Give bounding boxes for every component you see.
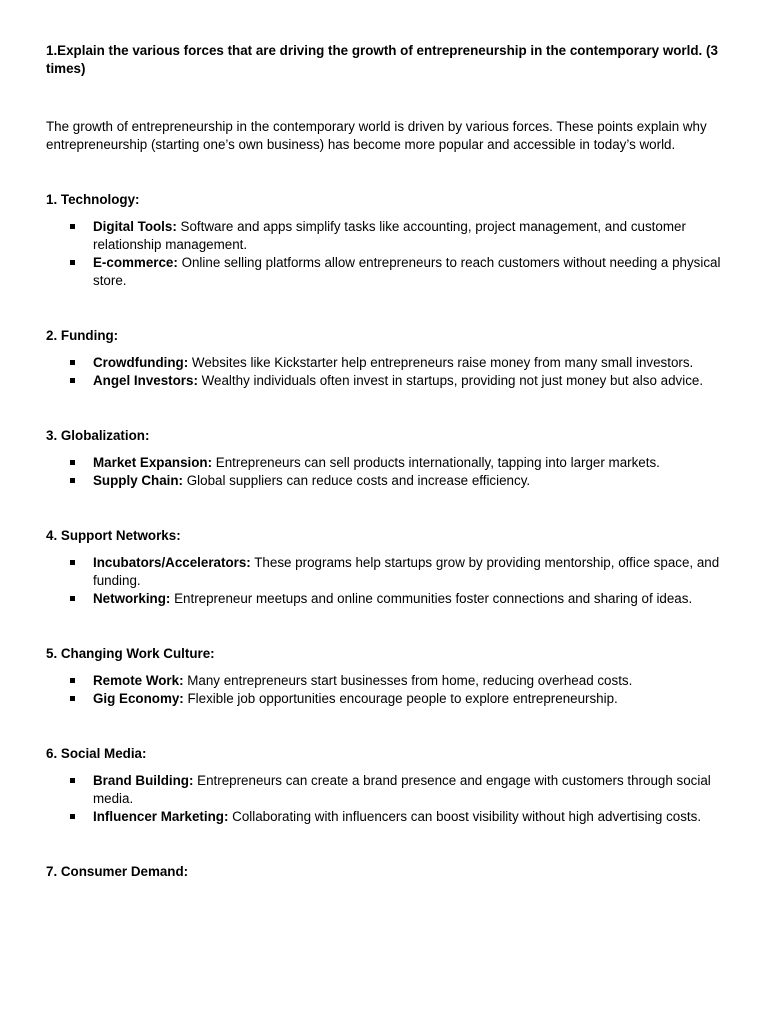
list-item [46, 554, 726, 590]
sections-container [46, 191, 726, 881]
point-text: Wealthy individuals often invest in startups, providing not just money but also advice. [197, 373, 704, 388]
square-bullet-icon [70, 596, 75, 601]
point-text: Flexible job opportunities encourage people to explore entrepreneurship. [183, 691, 618, 706]
point-term: Crowdfunding: [93, 355, 189, 370]
bullet-list [46, 672, 726, 708]
square-bullet-icon [70, 678, 75, 683]
point-text: Online selling platforms allow entrepreneurs to reach customers without needing a physical store. [93, 255, 721, 288]
section [46, 191, 726, 290]
list-item [46, 454, 726, 472]
point-term: Influencer Marketing: [93, 809, 229, 824]
point-term: Incubators/Accelerators: [93, 555, 251, 570]
document-page [46, 42, 726, 881]
point-text: Collaborating with influencers can boost visibility without high advertising costs. [228, 809, 702, 824]
section [46, 527, 726, 608]
list-item [46, 218, 726, 254]
list-item [46, 372, 726, 390]
section-title: 3. Globalization: [46, 428, 150, 443]
section-title: 5. Changing Work Culture: [46, 646, 215, 661]
square-bullet-icon [70, 360, 75, 365]
section [46, 427, 726, 490]
point-text: Websites like Kickstarter help entrepreneurs raise money from many small investors. [188, 355, 694, 370]
square-bullet-icon [70, 260, 75, 265]
bullet-list [46, 354, 726, 390]
point-text: Software and apps simplify tasks like accounting, project management, and customer relationship management. [93, 219, 686, 252]
section-title: 1. Technology: [46, 192, 140, 207]
point-term: Brand Building: [93, 773, 194, 788]
point-text: Global suppliers can reduce costs and increase efficiency. [183, 473, 531, 488]
square-bullet-icon [70, 778, 75, 783]
section-title: 7. Consumer Demand: [46, 864, 189, 879]
list-item [46, 354, 726, 372]
square-bullet-icon [70, 478, 75, 483]
section-title: 6. Social Media: [46, 746, 147, 761]
point-term: Supply Chain: [93, 473, 184, 488]
point-term: Networking: [93, 591, 171, 606]
bullet-list [46, 454, 726, 490]
bullet-list [46, 554, 726, 608]
point-term: Digital Tools: [93, 219, 177, 234]
point-text: These programs help startups grow by providing mentorship, office space, and funding. [93, 555, 720, 588]
point-text: Many entrepreneurs start businesses from home, reducing overhead costs. [183, 673, 633, 688]
list-item [46, 808, 726, 826]
point-text: Entrepreneurs can create a brand presence and engage with customers through social media. [93, 773, 711, 806]
square-bullet-icon [70, 696, 75, 701]
point-text: Entrepreneurs can sell products internationally, tapping into larger markets. [212, 455, 660, 470]
square-bullet-icon [70, 460, 75, 465]
question-heading: 1.Explain the various forces that are driving the growth of entrepreneurship in the contemporary world. (3 times) [46, 43, 718, 76]
square-bullet-icon [70, 224, 75, 229]
section-title: 2. Funding: [46, 328, 119, 343]
bullet-list [46, 218, 726, 290]
point-term: Gig Economy: [93, 691, 184, 706]
square-bullet-icon [70, 378, 75, 383]
section [46, 745, 726, 826]
section-title: 4. Support Networks: [46, 528, 181, 543]
point-term: E-commerce: [93, 255, 178, 270]
list-item [46, 254, 726, 290]
square-bullet-icon [70, 560, 75, 565]
list-item [46, 690, 726, 708]
section [46, 327, 726, 390]
square-bullet-icon [70, 814, 75, 819]
point-term: Market Expansion: [93, 455, 213, 470]
section [46, 645, 726, 708]
section [46, 863, 726, 881]
point-text: Entrepreneur meetups and online communities foster connections and sharing of ideas. [170, 591, 693, 606]
point-term: Angel Investors: [93, 373, 198, 388]
bullet-list [46, 772, 726, 826]
list-item [46, 472, 726, 490]
list-item [46, 590, 726, 608]
list-item [46, 772, 726, 808]
point-term: Remote Work: [93, 673, 184, 688]
list-item [46, 672, 726, 690]
intro-paragraph: The growth of entrepreneurship in the contemporary world is driven by various forces. These points explain why entrepreneurship (starting one’s own business) has become more popular and accessible in today’s world. [46, 119, 707, 152]
